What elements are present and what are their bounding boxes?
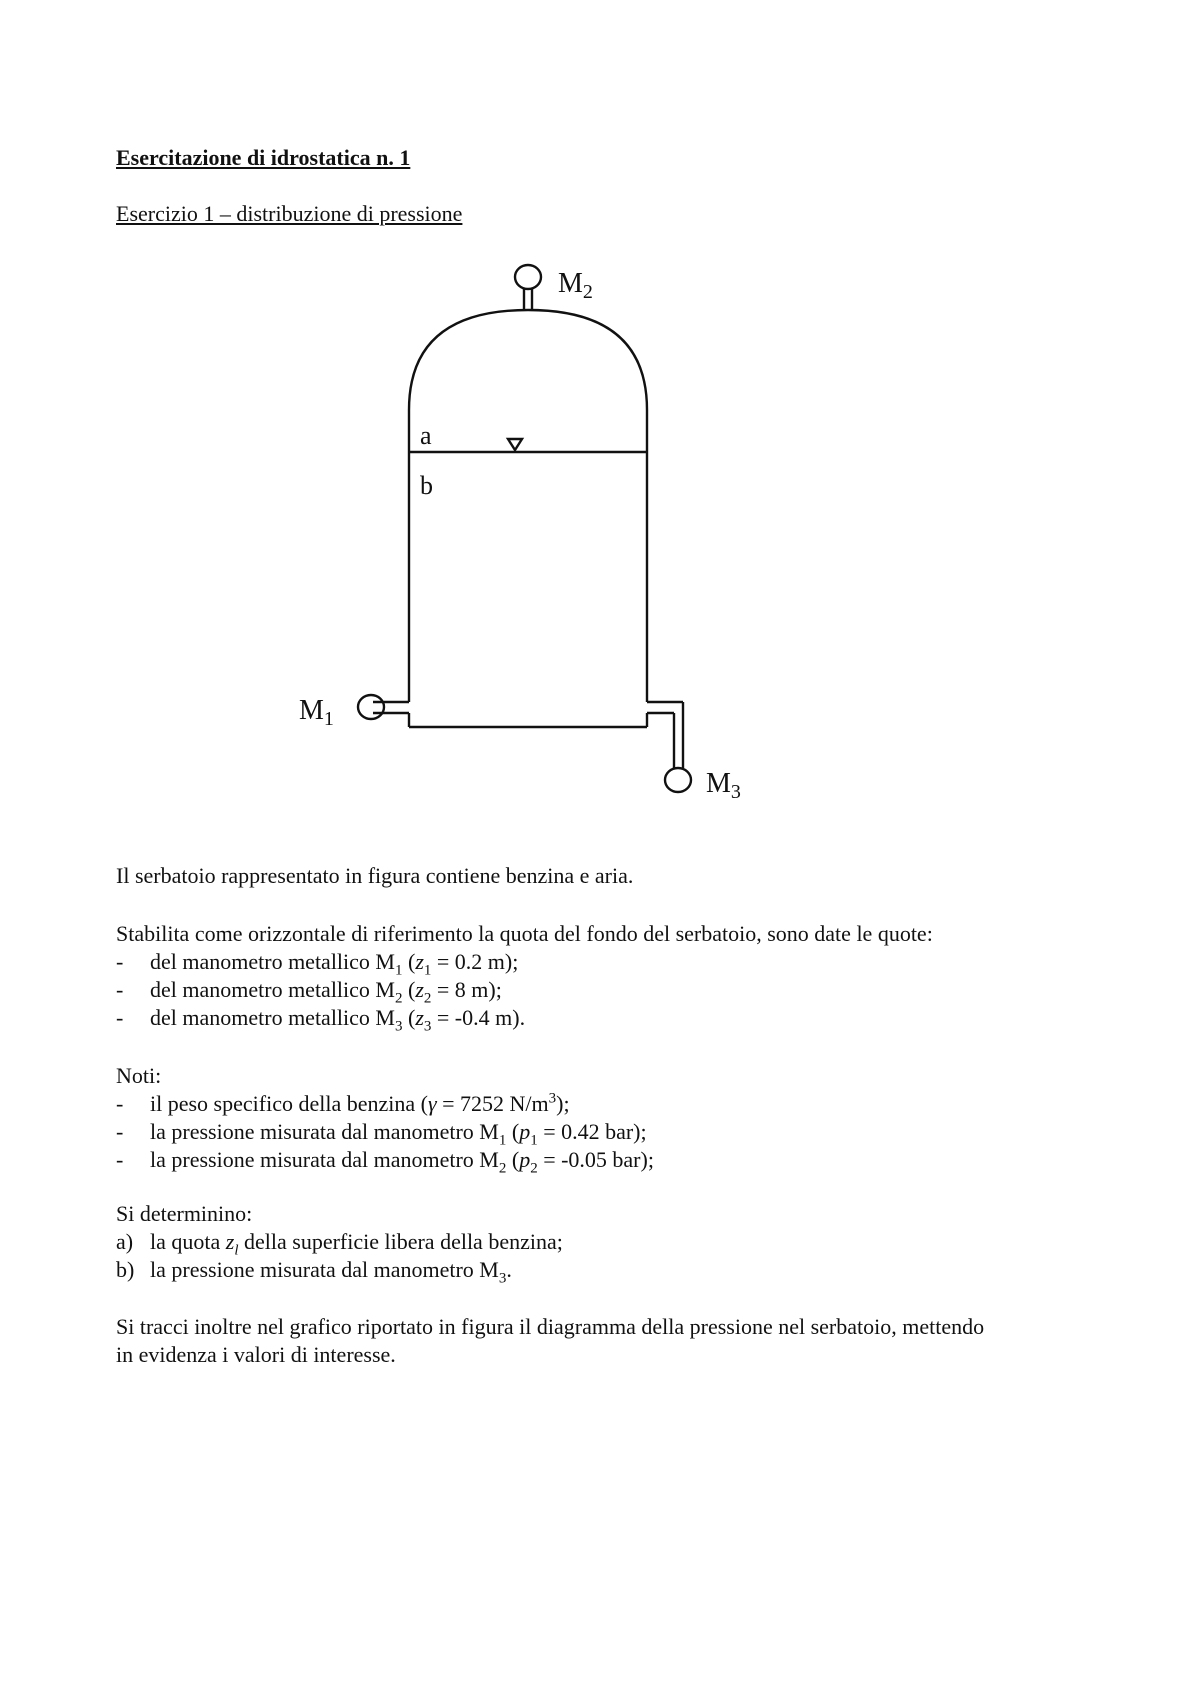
- manometer-m3-icon: [665, 768, 691, 792]
- list-item: a) la quota $z_l$ della superficie libera della benzina;: [116, 1229, 563, 1259]
- list-item: - la pressione misurata dal manometro $M_2$ ($p_2 = -0.05$ bar);: [116, 1147, 654, 1177]
- label-m3: $M_3$: [706, 768, 741, 803]
- label-m1: $M_1$: [299, 695, 334, 730]
- manometer-m1-icon: [358, 695, 384, 719]
- manometer-m2-icon: [515, 265, 541, 289]
- list-item: - del manometro metallico $M_1$ ($z_1 = 0.2$ m);: [116, 949, 519, 979]
- label-m2: $M_2$: [558, 268, 593, 303]
- exercise-subtitle: Esercizio 1 – distribuzione di pressione: [116, 201, 463, 226]
- list-item: - del manometro metallico $M_3$ ($z_3 = -0.4$ m).: [116, 1005, 526, 1035]
- known-section: [116, 1062, 654, 1177]
- determine-section: [116, 1200, 563, 1287]
- quotes-section: [116, 920, 933, 1035]
- list-item: b) la pressione misurata dal manometro $M_3$.: [116, 1257, 512, 1287]
- list-item: - del manometro metallico $M_2$ ($z_2 = 8$ m);: [116, 977, 502, 1007]
- label-air: a: [420, 421, 432, 450]
- label-petrol: b: [420, 471, 433, 500]
- list-item: - il peso specifico della benzina (γ = 7252 $N/m^3$);: [116, 1090, 570, 1116]
- known-lead: Noti:: [116, 1063, 162, 1088]
- intro-paragraph: Il serbatoio rappresentato in figura contiene benzina e aria.: [116, 863, 634, 888]
- determine-lead: Si determinino:: [116, 1201, 253, 1226]
- tank-outline: [409, 310, 647, 702]
- free-surface-marker: [508, 439, 522, 450]
- page-title: Esercitazione di idrostatica n. 1: [116, 145, 411, 170]
- closing-paragraph: Si tracci inoltre nel grafico riportato in figura il diagramma della pressione nel serbatoio, mettendo in evidenza i valori di interesse.: [116, 1314, 985, 1367]
- quotes-lead: Stabilita come orizzontale di riferimento la quota del fondo del serbatoio, sono date le quote:: [116, 921, 933, 946]
- list-item: - la pressione misurata dal manometro $M_1$ ($p_1 = 0.42$ bar);: [116, 1119, 647, 1149]
